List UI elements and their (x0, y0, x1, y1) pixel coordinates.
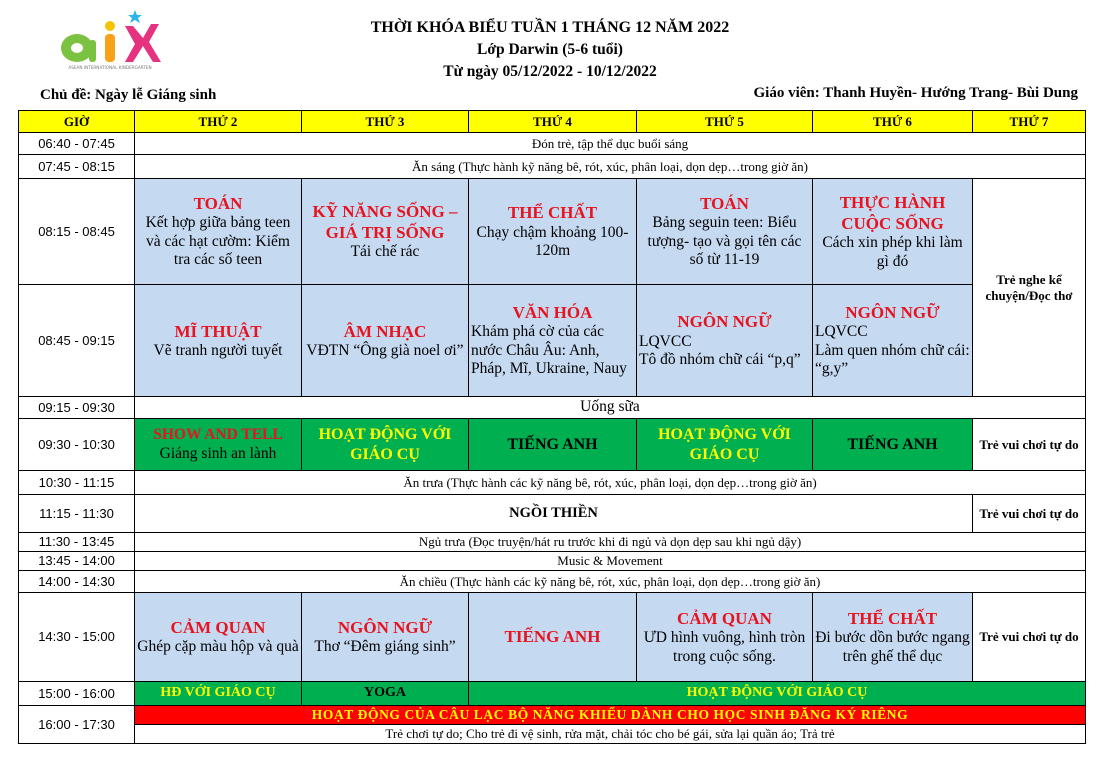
table-row (19, 495, 1086, 533)
english-lesson-cell: TIẾNG ANH (469, 593, 637, 682)
activity-cell: HOẠT ĐỘNG VỚI GIÁO CỤ (302, 419, 469, 471)
lesson-text: Giáng sinh an lành (159, 445, 277, 463)
lesson-cell (813, 285, 973, 397)
subject-label: VĂN HÓA (512, 302, 593, 322)
lesson-cell (813, 179, 973, 285)
table-row (19, 682, 1086, 706)
activity-cell: Ăn sáng (Thực hành kỹ năng bê, rót, xúc, phân loại, dọn dẹp…trong giờ ăn) (135, 155, 1086, 179)
lesson-cell (637, 179, 813, 285)
theme-label: Chủ đề: Ngày lễ Giáng sinh (40, 87, 217, 103)
subject-label: CẢM QUAN (677, 608, 772, 628)
activity-cell: HOẠT ĐỘNG VỚI GIÁO CỤ (469, 682, 1086, 706)
timetable (18, 110, 1086, 744)
table-row (19, 706, 1086, 725)
time-cell: 11:15 - 11:30 (19, 495, 135, 533)
table-row (19, 552, 1086, 571)
meditation-cell: NGỒI THIỀN (135, 495, 973, 533)
time-cell: 13:45 - 14:00 (19, 552, 135, 571)
teachers-label: Giáo viên: Thanh Huyền- Hướng Trang- Bùi Dung (753, 85, 1078, 101)
subject-label: SHOW AND TELL (153, 426, 283, 444)
time-cell: 15:00 - 16:00 (19, 682, 135, 706)
table-row (19, 593, 1086, 682)
table-row (19, 725, 1086, 744)
activity-cell: HĐ VỚI GIÁO CỤ (135, 682, 302, 706)
table-row (19, 155, 1086, 179)
schedule-title: THỜI KHÓA BIỂU TUẦN 1 THÁNG 12 NĂM 2022 (370, 19, 730, 36)
subject-label: THỂ CHẤT (507, 203, 598, 223)
class-name: Lớp Darwin (5-6 tuổi) (477, 41, 623, 58)
subject-label: NGÔN NGỮ (677, 312, 772, 332)
activity-cell: Ăn chiều (Thực hành các kỹ năng bê, rót, xúc, phân loại, dọn dẹp…trong giờ ăn) (135, 571, 1086, 593)
lesson-text: VĐTN “Ông già noel ơi” (306, 341, 464, 359)
time-cell: 09:30 - 10:30 (19, 419, 135, 471)
activity-cell: Uống sữa (135, 397, 1086, 419)
time-cell: 14:30 - 15:00 (19, 593, 135, 682)
lesson-cell (813, 593, 973, 682)
table-row (19, 471, 1086, 495)
column-header-tuesday: THỨ 3 (302, 111, 469, 133)
subject-label: ÂM NHẠC (343, 321, 427, 341)
table-row (19, 133, 1086, 155)
time-cell: 14:00 - 14:30 (19, 571, 135, 593)
lesson-cell (302, 179, 469, 285)
column-header-time: GIỜ (19, 111, 135, 133)
activity-cell: YOGA (302, 682, 469, 706)
subject-label: KỸ NĂNG SỐNG – GIÁ TRỊ SỐNG (312, 201, 458, 243)
column-header-monday: THỨ 2 (135, 111, 302, 133)
saturday-play-cell: Trẻ vui chơi tự do (973, 495, 1086, 533)
subject-label: NGÔN NGỮ (337, 618, 433, 638)
lesson-cell (302, 593, 469, 682)
subject-label: TOÁN (193, 193, 243, 213)
svg-text:ASEAN INTERNATIONAL KINDERGART: ASEAN INTERNATIONAL KINDERGARTEN (68, 65, 152, 70)
subject-label: THỂ CHẤT (847, 608, 938, 628)
lesson-text: Kết hợp giữa bảng teen và các hạt cườm: Kiểm tra các số teen (145, 214, 291, 269)
time-cell: 11:30 - 13:45 (19, 533, 135, 552)
lesson-text: Đi bước dồn bước ngang trên ghế thể dục (815, 629, 970, 665)
time-cell: 08:45 - 09:15 (19, 285, 135, 397)
lesson-cell (135, 285, 302, 397)
lesson-text: Khám phá cờ của các nước Châu Âu: Anh, Pháp, Mĩ, Ukraine, Nauy (471, 323, 627, 378)
lesson-cell (469, 285, 637, 397)
lesson-text: Ghép cặp màu hộp và quà (137, 638, 299, 656)
activity-cell: Music & Movement (135, 552, 1086, 571)
time-cell: 07:45 - 08:15 (19, 155, 135, 179)
lesson-text: Cách xin phép khi làm gì đó (822, 234, 963, 270)
lesson-cell (302, 285, 469, 397)
activity-cell: Ăn trưa (Thực hành các kỹ năng bê, rót, xúc, phân loại, dọn dẹp…trong giờ ăn) (135, 471, 1086, 495)
lesson-cell (637, 593, 813, 682)
subject-label: NGÔN NGỮ (845, 302, 940, 322)
activity-cell: Đón trẻ, tập thể dục buổi sáng (135, 133, 1086, 155)
table-row (19, 397, 1086, 419)
column-header-thursday: THỨ 5 (637, 111, 813, 133)
school-logo (55, 6, 175, 78)
lesson-cell (637, 285, 813, 397)
lesson-text: Chạy chậm khoảng 100-120m (476, 223, 629, 260)
time-cell: 09:15 - 09:30 (19, 397, 135, 419)
club-activity-banner: HOẠT ĐỘNG CỦA CÂU LẠC BỘ NĂNG KHIẾU DÀNH CHO HỌC SINH ĐĂNG KÝ RIÊNG (135, 706, 1086, 725)
column-header-friday: THỨ 6 (813, 111, 973, 133)
activity-cell: TIẾNG ANH (469, 419, 637, 471)
table-row (19, 533, 1086, 552)
time-cell: 10:30 - 11:15 (19, 471, 135, 495)
lesson-cell (135, 179, 302, 285)
lesson-cell (469, 179, 637, 285)
time-cell: 08:15 - 08:45 (19, 179, 135, 285)
lesson-text: ƯD hình vuông, hình tròn trong cuộc sống. (643, 629, 806, 665)
table-row (19, 285, 1086, 397)
time-cell: 16:00 - 17:30 (19, 706, 135, 744)
column-header-saturday: THỨ 7 (973, 111, 1086, 133)
header-row (19, 111, 1086, 133)
saturday-play-cell: Trẻ vui chơi tự do (973, 593, 1086, 682)
lesson-text: Thơ “Đêm giáng sinh” (314, 638, 456, 656)
subject-label: THỰC HÀNH CUỘC SỐNG (839, 192, 946, 233)
subject-label: CẢM QUAN (170, 618, 266, 638)
lesson-text: LQVCC Tô đồ nhóm chữ cái “p,q” (639, 332, 801, 369)
saturday-story-cell: Trẻ nghe kể chuyện/Đọc thơ (973, 179, 1086, 397)
show-and-tell-cell (135, 419, 302, 471)
lesson-text: Tái chế rác (350, 243, 420, 261)
activity-cell: Trẻ chơi tự do; Cho trẻ đi vệ sinh, rửa mặt, chải tóc cho bé gái, sửa lại quần áo; Trả trẻ (135, 725, 1086, 744)
table-row (19, 571, 1086, 593)
lesson-text: Vẽ tranh người tuyết (153, 341, 283, 359)
table-row (19, 419, 1086, 471)
table-row (19, 179, 1086, 285)
saturday-play-cell: Trẻ vui chơi tự do (973, 419, 1086, 471)
subject-label: MĨ THUẬT (174, 321, 262, 341)
date-range: Từ ngày 05/12/2022 - 10/12/2022 (443, 63, 657, 80)
column-header-wednesday: THỨ 4 (469, 111, 637, 133)
activity-cell: Ngủ trưa (Đọc truyện/hát ru trước khi đi ngủ và dọn dẹp sau khi ngủ dậy) (135, 533, 1086, 552)
activity-cell: TIẾNG ANH (813, 419, 973, 471)
activity-cell: HOẠT ĐỘNG VỚI GIÁO CỤ (637, 419, 813, 471)
time-cell: 06:40 - 07:45 (19, 133, 135, 155)
lesson-cell (135, 593, 302, 682)
lesson-text: LQVCC Làm quen nhóm chữ cái: “g,y” (815, 323, 970, 378)
subject-label: TOÁN (700, 193, 749, 213)
lesson-text: Bảng seguin teen: Biểu tượng- tạo và gọi tên các số từ 11-19 (647, 214, 802, 269)
